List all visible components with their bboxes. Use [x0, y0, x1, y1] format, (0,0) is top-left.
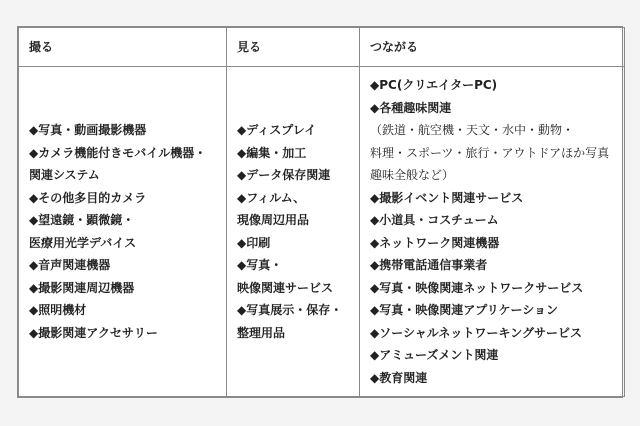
list-item: ◆ネットワーク関連機器: [370, 235, 500, 250]
header-shoot: 撮る: [19, 28, 227, 67]
column-shoot: [19, 67, 227, 397]
category-table-container: [17, 26, 623, 398]
list-item: ◆照明機材: [29, 303, 87, 317]
list-item: ◆撮影関連アクセサリー: [29, 325, 158, 340]
list-item: ◆ディスプレイ: [237, 123, 317, 137]
header-connect: つながる: [360, 28, 625, 67]
list-item: ◆撮影関連周辺機器: [29, 280, 135, 295]
list-item: ◆携帯電話通信事業者: [370, 258, 488, 272]
list-item: ◆撮影イベント関連サービス: [370, 190, 524, 205]
list-item: ◆写真・映像関連アプリケーション: [370, 303, 559, 317]
category-table: [18, 27, 625, 397]
column-view: [227, 67, 360, 397]
list-item: ◆小道具・コスチューム: [370, 213, 499, 227]
list-item: ◆アミューズメント関連: [370, 348, 499, 362]
list-item: 料理・スポーツ・旅行・アウトドアほか写真: [370, 145, 610, 160]
list-item: 整理用品: [237, 325, 286, 340]
list-item: ◆印刷: [237, 235, 271, 250]
list-item: ◆音声関連機器: [29, 258, 111, 272]
list-item: 医療用光学デバイス: [29, 235, 137, 250]
list-item: 映像関連サービス: [237, 280, 334, 295]
list-item: ◆写真展示・保存・: [237, 303, 343, 317]
list-item: ◆各種趣味関連: [370, 100, 452, 115]
list-item: 趣味全般など）: [370, 168, 455, 182]
list-item: ◆写真・映像関連ネットワークサービス: [370, 280, 584, 295]
list-item: 現像周辺用品: [237, 213, 310, 227]
list-item: （鉄道・航空機・天文・水中・動物・: [370, 123, 575, 137]
list-item: ◆その他多目的カメラ: [29, 190, 147, 205]
list-item: ◆PC(クリエイターPC): [370, 78, 498, 92]
list-item: 関連システム: [29, 168, 100, 182]
list-item: ◆データ保存関連: [237, 168, 331, 182]
table-body-row: [19, 67, 625, 397]
list-item: ◆写真・動画撮影機器: [29, 123, 147, 137]
list-item: ◆ソーシャルネットワーキングサービス: [370, 325, 583, 340]
list-item: ◆フィルム、: [237, 190, 306, 205]
list-item: ◆教育関連: [370, 370, 428, 385]
column-connect: [360, 67, 625, 397]
list-item: ◆編集・加工: [237, 145, 307, 160]
table-header-row: [19, 28, 625, 67]
list-item: ◆写真・: [237, 258, 283, 272]
header-view: 見る: [227, 28, 360, 67]
list-item: ◆望遠鏡・顕微鏡・: [29, 213, 135, 227]
list-item: ◆カメラ機能付きモバイル機器・: [29, 145, 207, 160]
